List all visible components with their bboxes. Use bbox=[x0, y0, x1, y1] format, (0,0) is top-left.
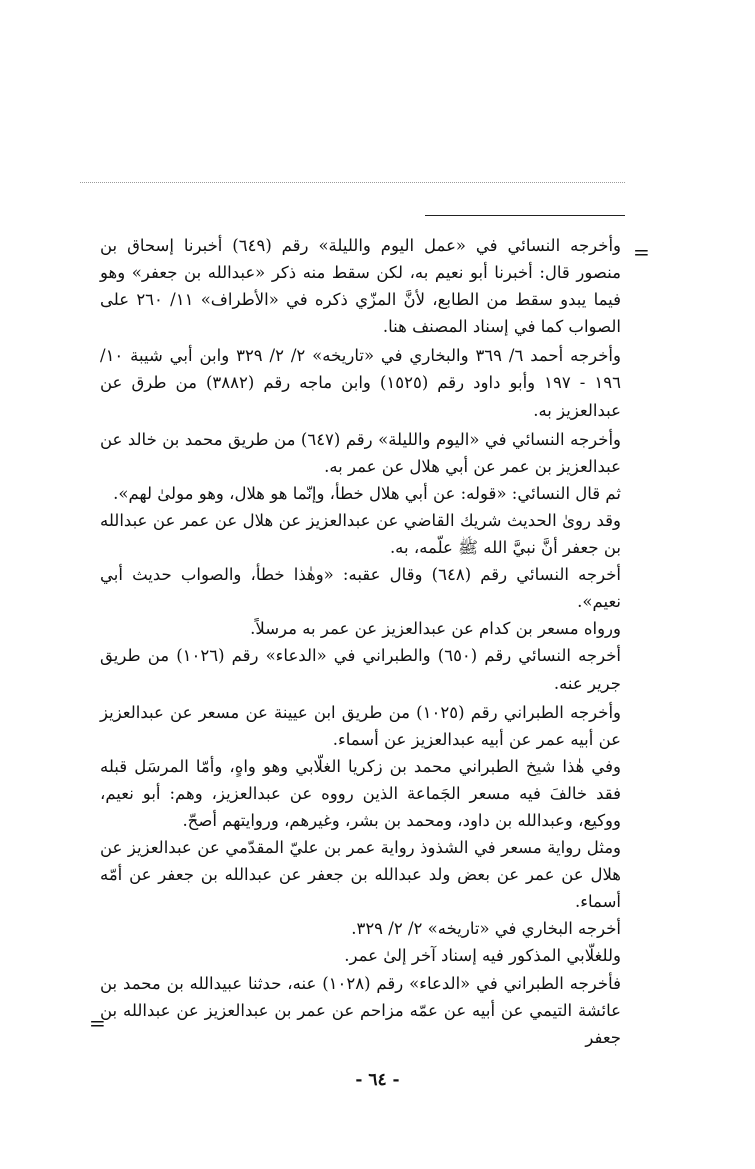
top-dotted-rule bbox=[80, 182, 625, 183]
footnote-paragraph: وأخرجه الطبراني رقم (١٠٢٥) من طريق ابن عيينة عن مسعر عن عبدالعزيز عن أبيه عمر عن أبيه عبدالعزيز عن أسماء. bbox=[100, 702, 621, 749]
page-number: - ٦٤ - bbox=[355, 1070, 400, 1090]
footnote-paragraph: أخرجه النسائي رقم (٦٥٠) والطبراني في «الدعاء» رقم (١٠٢٦) من طريق جرير عنه. bbox=[100, 646, 622, 693]
footnote-paragraph: وأخرجه النسائي في «اليوم والليلة» رقم (٦٤٧) من طريق محمد بن خالد عن عبدالعزيز بن عمر عن أبي هلال عن عمر به. bbox=[100, 429, 621, 476]
footnote-paragraph: أخرجه البخاري في «تاريخه» ٢/ ٢/ ٣٢٩. bbox=[351, 919, 621, 939]
footnote-paragraph: وأخرجه أحمد ٦/ ٣٦٩ والبخاري في «تاريخه» ٢/ ٢/ ٣٢٩ وابن أبي شيبة ١٠/ ١٩٦ - ١٩٧ وأبو داود رقم (١٥٢٥) وابن ماجه رقم (٣٨٨٢) من طرق عن عبدالعزيز به. bbox=[100, 346, 622, 420]
footnote-paragraph: ورواه مسعر بن كدام عن عبدالعزيز عن عمر به مرسلاً. bbox=[250, 619, 621, 639]
footnote-paragraph: فأخرجه الطبراني في «الدعاء» رقم (١٠٢٨) عنه، حدثنا عبيدالله بن محمد بن عائشة التيمي عن أبيه عن عمّه مزاحم عن عمر بن عبدالعزيز عن عبدالله بن جعفر bbox=[100, 973, 621, 1047]
continuation-mark-start: = bbox=[633, 240, 650, 264]
footnote-separator-rule bbox=[425, 215, 625, 216]
footnote-paragraph: أخرجه النسائي رقم (٦٤٨) وقال عقبه: «وهٰذا خطأ، والصواب حديث أبي نعيم». bbox=[100, 565, 622, 612]
footnote-paragraph: ومثل رواية مسعر في الشذوذ رواية عمر بن عليّ المقدّمي عن عبدالعزيز عن هلال عن عمر عن بعض ولد عبدالله بن جعفر عن عبدالله بن جعفر عن أمّه أسماء. bbox=[100, 838, 621, 912]
footnote-text bbox=[100, 232, 621, 1051]
footnote-paragraph: وقد روىٰ الحديث شريك القاضي عن عبدالعزيز عن هلال عن عمر عن عبدالله بن جعفر أنَّ نبيَّ الله ﷺ علّمه، به. bbox=[100, 510, 621, 558]
footnote-paragraph: وللغلّابي المذكور فيه إسناد آخر إلىٰ عمر. bbox=[344, 946, 621, 966]
continuation-mark-end: = bbox=[89, 1011, 106, 1035]
footnote-paragraph: ثم قال النسائي: «قوله: عن أبي هلال خطأ، وإنّما هو هلال، وهو مولىٰ لهم». bbox=[113, 483, 621, 503]
footnote-paragraph: وفي هٰذا شيخ الطبراني محمد بن زكريا الغلّابي وهو واهٍ، وأمّا المرسَل قبله فقد خالفَ فيه مسعر الجَماعة الذين رووه عن عبدالعزيز، وهم: أبو نعيم، ووكيع، وعبدالله بن داود، ومحمد بن بشر، وغيرهم، وروايتهم أصحّ. bbox=[100, 756, 621, 830]
footnote-paragraph: وأخرجه النسائي في «عمل اليوم والليلة» رقم (٦٤٩) أخبرنا إسحاق بن منصور قال: أخبرنا أبو نعيم به، لكن سقط منه ذكر «عبدالله بن جعفر» وهو فيما يبدو سقط من الطابع، لأنَّ المزّي ذكره في «الأطراف» ١١/ ٢٦٠ على الصواب كما في إسناد المصنف هنا. bbox=[100, 236, 621, 337]
